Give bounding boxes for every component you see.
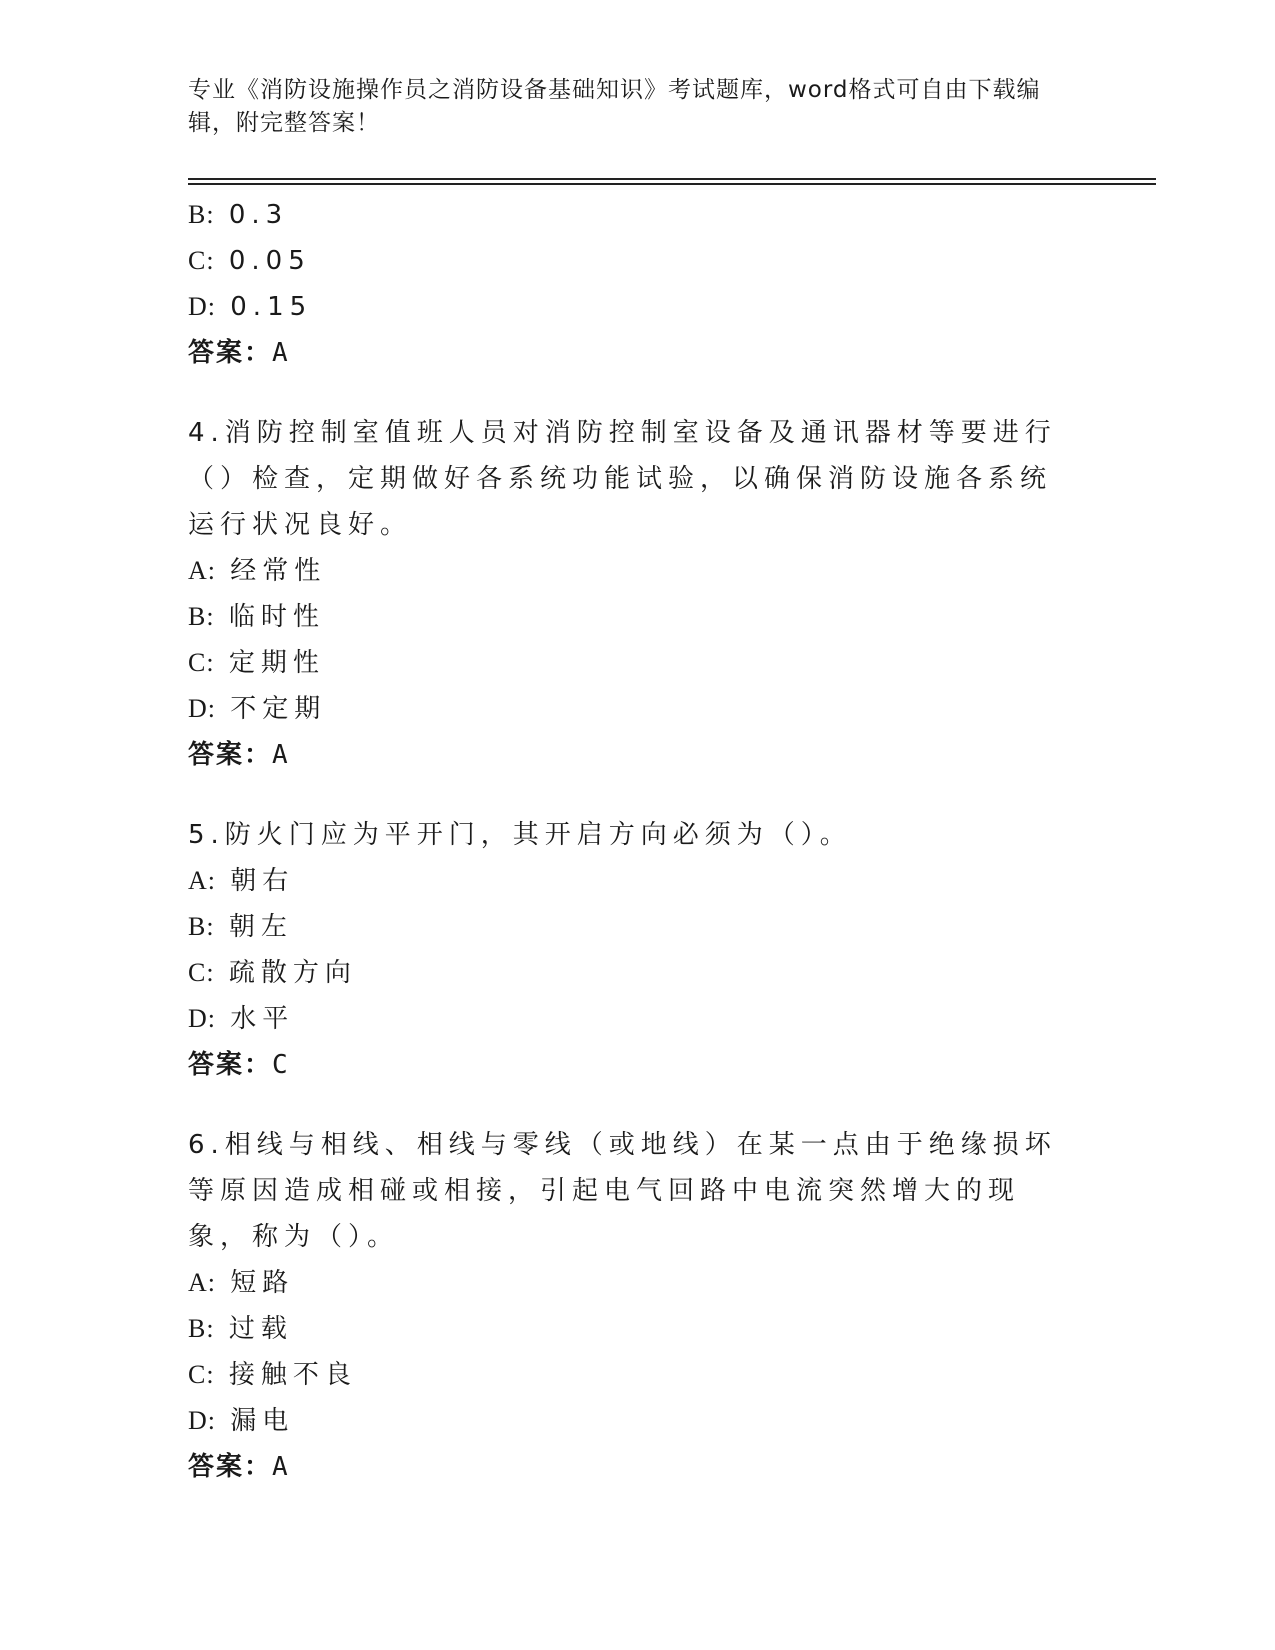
option-text: 定期性 bbox=[228, 648, 325, 678]
partial-question bbox=[188, 192, 1068, 376]
option-text: 不定期 bbox=[230, 694, 327, 724]
header-divider-top bbox=[188, 178, 1156, 180]
header-text: 专业《消防设施操作员之消防设备基础知识》考试题库，word格式可自由下载编辑，附完整答案！ bbox=[188, 77, 1041, 136]
option-a bbox=[188, 1260, 1068, 1306]
option-d bbox=[188, 1398, 1068, 1444]
question-text: 4.消防控制室值班人员对消防控制室设备及通讯器材等要进行（）检查，定期做好各系统功能试验，以确保消防设施各系统运行状况良好。 bbox=[188, 418, 1057, 540]
option-d bbox=[188, 996, 1068, 1042]
option-b bbox=[188, 192, 1068, 238]
option-c bbox=[188, 950, 1068, 996]
option-letter: A: bbox=[188, 866, 216, 895]
answer-line bbox=[188, 330, 1068, 376]
answer-line bbox=[188, 1042, 1068, 1088]
document-header bbox=[188, 74, 1068, 140]
option-text: 水平 bbox=[230, 1004, 295, 1034]
answer-value: C bbox=[272, 1050, 290, 1080]
option-text: 朝右 bbox=[230, 866, 295, 896]
question-list bbox=[188, 192, 1068, 1490]
option-letter: D: bbox=[188, 1406, 216, 1435]
option-a bbox=[188, 548, 1068, 594]
option-letter: C: bbox=[188, 648, 215, 677]
option-text: 0.05 bbox=[228, 246, 311, 276]
option-d bbox=[188, 686, 1068, 732]
option-text: 0.15 bbox=[230, 292, 313, 322]
option-text: 短路 bbox=[230, 1268, 295, 1298]
option-text: 经常性 bbox=[230, 556, 327, 586]
question-5 bbox=[188, 812, 1068, 1088]
answer-line bbox=[188, 732, 1068, 778]
question-text: 5.防火门应为平开门，其开启方向必须为（）。 bbox=[188, 820, 852, 850]
option-a bbox=[188, 858, 1068, 904]
option-letter: B: bbox=[188, 912, 215, 941]
option-letter: D: bbox=[188, 1004, 216, 1033]
option-letter: A: bbox=[188, 556, 216, 585]
option-letter: C: bbox=[188, 958, 215, 987]
option-letter: B: bbox=[188, 1314, 215, 1343]
option-c bbox=[188, 1352, 1068, 1398]
answer-value: A bbox=[272, 740, 290, 770]
option-letter: C: bbox=[188, 1360, 215, 1389]
question-text: 6.相线与相线、相线与零线（或地线）在某一点由于绝缘损坏等原因造成相碰或相接，引起电气回路中电流突然增大的现象，称为（）。 bbox=[188, 1130, 1057, 1252]
answer-label: 答案： bbox=[188, 740, 273, 770]
option-b bbox=[188, 1306, 1068, 1352]
option-text: 疏散方向 bbox=[228, 958, 357, 988]
question-4 bbox=[188, 410, 1068, 778]
option-d bbox=[188, 284, 1068, 330]
option-b bbox=[188, 594, 1068, 640]
option-letter: D: bbox=[188, 292, 216, 321]
header-divider-bottom bbox=[188, 183, 1156, 185]
answer-label: 答案： bbox=[188, 1050, 273, 1080]
answer-label: 答案： bbox=[188, 338, 273, 368]
option-text: 漏电 bbox=[230, 1406, 295, 1436]
option-text: 0.3 bbox=[228, 200, 289, 230]
question-6 bbox=[188, 1122, 1068, 1490]
option-letter: A: bbox=[188, 1268, 216, 1297]
option-letter: C: bbox=[188, 246, 215, 275]
option-b bbox=[188, 904, 1068, 950]
answer-label: 答案： bbox=[188, 1452, 273, 1482]
option-c bbox=[188, 238, 1068, 284]
answer-value: A bbox=[272, 1452, 290, 1482]
option-text: 过载 bbox=[228, 1314, 293, 1344]
option-letter: B: bbox=[188, 200, 215, 229]
option-text: 临时性 bbox=[228, 602, 325, 632]
option-letter: B: bbox=[188, 602, 215, 631]
option-text: 接触不良 bbox=[228, 1360, 357, 1390]
answer-line bbox=[188, 1444, 1068, 1490]
option-text: 朝左 bbox=[228, 912, 293, 942]
answer-value: A bbox=[272, 338, 290, 368]
option-letter: D: bbox=[188, 694, 216, 723]
option-c bbox=[188, 640, 1068, 686]
